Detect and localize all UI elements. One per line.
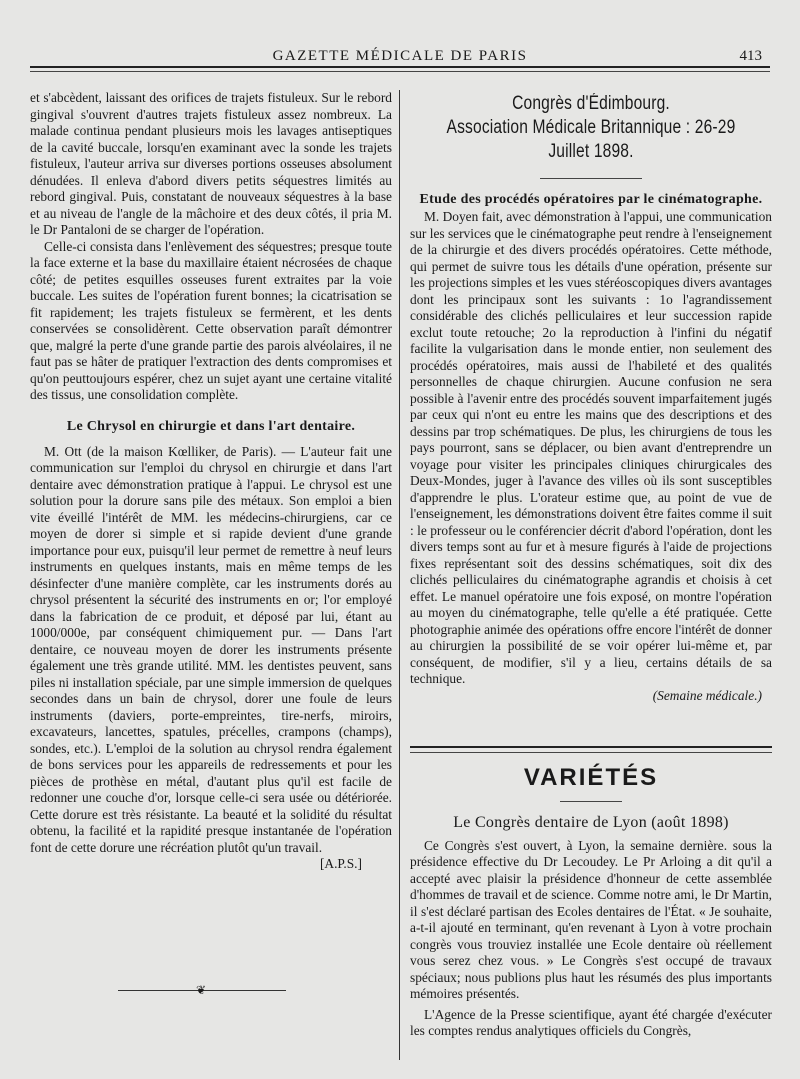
header-rule <box>30 66 770 68</box>
varietes-section <box>410 764 772 1040</box>
varietes-heading: VARIÉTÉS <box>523 764 659 791</box>
paragraph: M. Ott (de la maison Kœlliker, de Paris). — L'auteur fait une communication sur l'emploi du chrysol en chirurgie et dans l'art dentaire avec démonstration pratique à l'appui. Le chrysol est une solution pour la dorure sans pile des métaux. Son emploi a bien vite éveillé l'intérêt de MM. les médecins-chirurgiens, car ce moyen de dorer si simple et si rapide devient d'une grande importance pour eux, puisqu'il leur permet de remettre à neuf leurs instruments en quelques instants, mais en même temps de les désinfecter d'une manière complète, car les instruments dorés au chrysol présentent la sécurité des instruments en or; l'or employé dans la fabrication de ce produit, et déposé par lui, étant au 1000/000e, par conséquent chimiquement pur. — Dans l'art dentaire, ce nouveau moyen de dorer les instruments présente également une très grande utilité. MM. les dentistes peuvent, sans piles ni installation spéciale, par une simple immersion de quelques secondes dans un bain de chrysol, dorer une foule de leurs instruments (daviers, porte-empreintes, tire-nerfs, miroirs, excavateurs, lancettes, spatules, précelles, crampons (champs), sondes, etc.). L'emploi de la solution au chrysol rendra également de bons services pour les appareils de redressements et pour les pièces de prothèse en métal, d'autant plus qu'il est facile de redonner une couche d'or, lorsque celle-ci sera usée ou détériorée. Cette dorure est très résistante. La beauté et la solidité du résultat obtenu, la facilité et la rapidité presque instantanée de l'opération font de cette dorure une récréation plutôt qu'un travail. <box>30 443 392 855</box>
congress-title: Congrès d'Édimbourg. <box>512 93 670 114</box>
journal-title: GAZETTE MÉDICALE DE PARIS <box>272 48 528 64</box>
ornament-icon: ❦ <box>196 983 207 997</box>
paragraph: Celle-ci consista dans l'enlèvement des séquestres; presque toute la face externe et la base du maxillaire étaient nécrosées de chaque côté; de petites esquilles osseuses furent extraites par la voie buccale. Les suites de l'opération furent bonnes; la cicatrisation se fit rapidement; les trajets fistuleux se fermèrent, et les dents conservées se consolidèrent. Cette observation paraît démontrer que, malgré la perte d'une grande partie des parois alvéolaires, il ne faut pas se hâter de pratiquer l'extraction des dents compromises et qu'on peuttoujours espérer, chez un sujet ayant une certaine vitalité des tissus, une consolidation complète. <box>30 238 392 402</box>
source-citation: (Semaine médicale.) <box>652 687 762 703</box>
paragraph: Ce Congrès s'est ouvert, à Lyon, la semaine dernière. sous la présidence effective du Dr Lecoudey. Le Pr Arloing a dit qu'il a accepté avec plaisir la présidence d'honneur de cette assemblée d'hommes de travail et de science. Comme notre ami, le Dr Martin, il s'est déclaré partisan des Ecoles dentaires de l'État. « Je souhaite, a-t-il ajouté en terminant, qu'en revenant à Lyon à votre prochain congrès vous trouviez installée une Ecole dentaire où réellement vous serez chez vous. » Le Congrès s'est occupé de travaux spéciaux; nous publions plus haut les résumés des plus importants mémoires présentés. <box>410 837 772 1001</box>
section-rule <box>410 746 772 748</box>
paragraph: et s'abcèdent, laissant des orifices de trajets fistuleux. Sur le rebord gingival s'ouvrent d'autres trajets fistuleux assez nombreux. La malade continua pendant plusieurs mois les lavages antiseptiques de la cavité buccale, lorsqu'en examinant avec la sonde les trajets fistuleux, l'auteur arriva sur diverses portions osseuses absolument dénudées. Il enleva d'abord divers petits séquestres limités au rebord gingival. Puis, constatant de nouveaux séquestres à la base et au niveau de l'angle de la mâchoire et des deux côtés, il pria M. le Dr Pantaloni de se charger de l'opération. <box>30 90 392 237</box>
page-number: 413 <box>739 48 762 64</box>
section-heading: Etude des procédés opératoires par le cinématographe. <box>419 192 763 207</box>
congress-subtitle: Association Médicale Britannique : 26-29 Juillet 1898. <box>446 117 736 162</box>
paragraph: L'Agence de la Presse scientifique, ayant été chargée d'exécuter les comptes rendus analytiques officiels du Congrès, <box>410 1006 772 1038</box>
section-heading: Le Chrysol en chirurgie et dans l'art dentaire. <box>66 418 356 434</box>
page-header <box>30 46 770 68</box>
signature: [A.P.S.] <box>319 856 362 871</box>
right-column <box>410 92 772 704</box>
column-divider <box>399 90 400 1060</box>
section-rule-thin <box>410 752 772 753</box>
section-heading: Le Congrès dentaire de Lyon (août 1898) <box>453 813 729 831</box>
header-rule-thin <box>30 71 770 72</box>
left-column <box>30 90 392 873</box>
paragraph: M. Doyen fait, avec démonstration à l'appui, une communication sur les services que le cinématographe peut rendre à l'enseignement de la chirurgie et des divers procédés opératoires. Cette méthode, qui permet de suivre tous les détails d'une opération, présente sur les projections simples et les vues stéréoscopiques divers avantages dont les principaux sont les suivants : 1o l'agrandissement considérable des clichés pelliculaires et leur succession rapide exclut toute retouche; 2o la reproduction à l'infini du négatif facilite la vulgarisation dans le monde entier, non seulement des procédés opératoires, mais aussi de l'habileté et des qualités personnelles de chaque chirurgien. Aucune confusion ne sera possible à l'avenir entre des procédés souvent imparfaitement jugés par ceux qui n'ont eu entre les mains que des descriptions et des dessins par trop schématiques. De plus, les chirurgiens de tous les pays pourront, sans se déplacer, ou bien avant d'entreprendre un voyage pour visiter les principales cliniques chirurgicales des Deux-Mondes, juger à l'avance des villes où ils sont susceptibles d'apprendre le plus. L'orateur estime que, au point de vue de l'enseignement, les démonstrations doivent être faites comme il suit : le professeur ou le conférencier décrit d'abord l'opération, dont les divers temps sont au fur et à mesure figurés à l'aide de projections fixes représentant soit des dessins schématiques, soit dix des clichés pelliculaires du cinématographe agrandis et choisis à cet effet. Le manuel opératoire une fois exposé, on montre l'opération au moyen du cinématographe, telle qu'elle a été pratiquée. Cette photographie animée des opérations offre encore l'intérêt de donner au chirurgien la possibilité de se voir opérer lui-même et, par conséquent, de modifier, s'il y a lieu, certains détails de sa technique. <box>410 209 773 686</box>
